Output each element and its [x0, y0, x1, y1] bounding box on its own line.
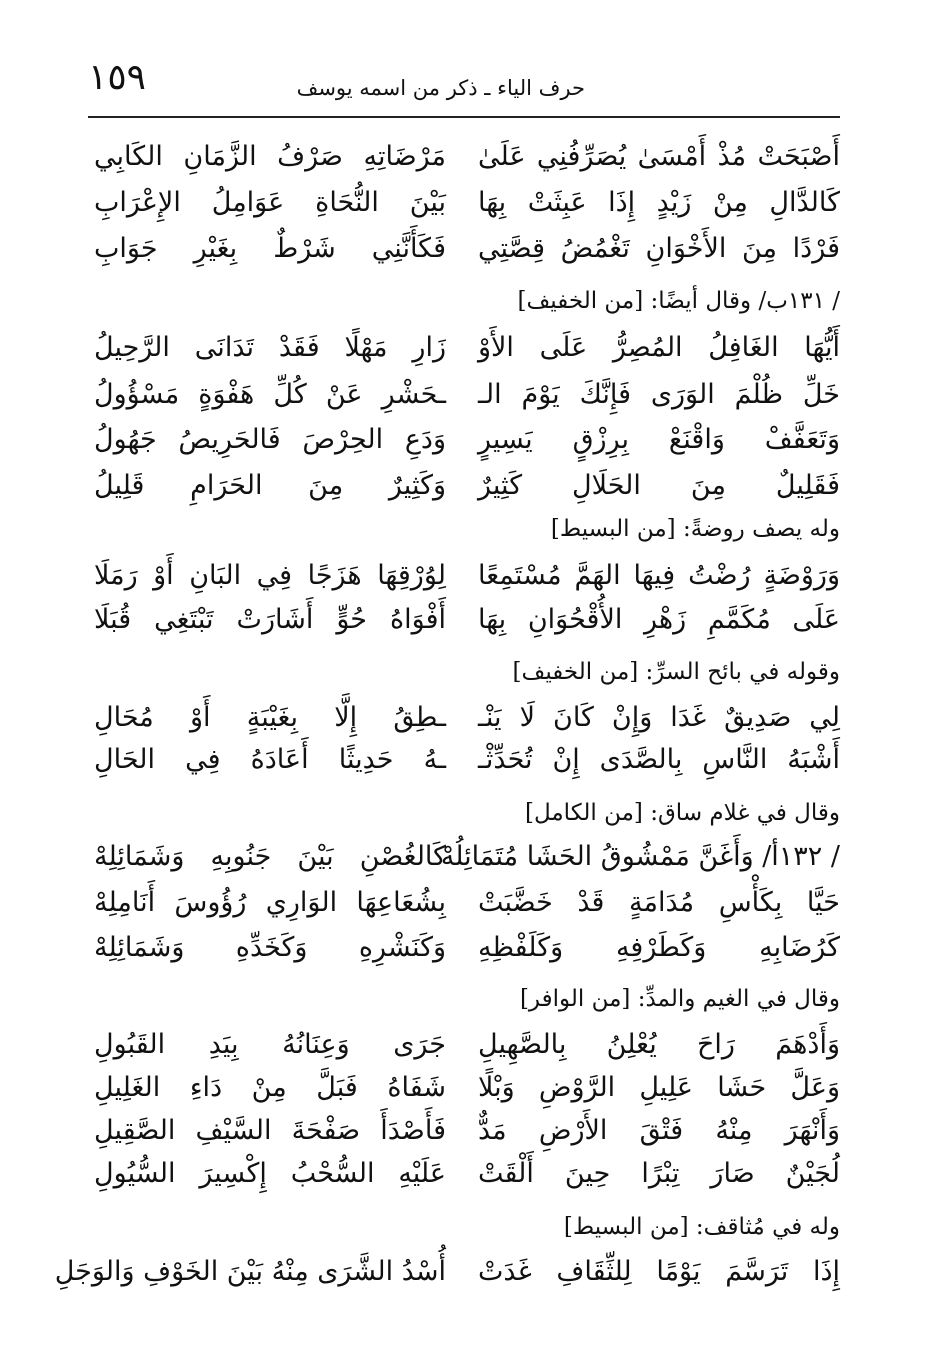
verse-hemistich-right: إِذَا تَرَسَّمَ يَوْمًا لِلثِّقَافِ غَدَتْ — [478, 1256, 840, 1287]
verse-hemistich-left: فَأَصْدَأَ صَفْحَةَ السَّيْفِ الصَّقِيلِ — [94, 1115, 446, 1146]
verse-hemistich-right: / ١٣٢أ/ وَأَغَنَّ مَمْشُوقُ الحَشَا مُتَمَائِلُهْ — [440, 841, 840, 872]
verse-hemistich-left: وَكَثِيرٌ مِنَ الحَرَامِ قَلِيلُ — [94, 470, 446, 501]
verse-hemistich-left: أَفْوَاهُ حُوٍّ أَشَارَتْ تَبْتَغِي قُبَلَا — [94, 604, 446, 635]
poem-heading: / ١٣١ب/ وقال أيضًا: [من الخفيف] — [517, 288, 840, 314]
verse-hemistich-left: فَكَأَنَّنِي شَرْطٌ بِغَيْرِ جَوَابِ — [94, 233, 446, 264]
verse-hemistich-right: أَصْبَحَتْ مُذْ أَمْسَىٰ يُصَرِّفُنِي عَلَىٰ — [478, 141, 840, 172]
header-rule — [88, 116, 840, 118]
verse-hemistich-right: حَيَّا بِكَأْسِ مُدَامَةٍ قَدْ خَضَّبَتْ — [478, 887, 840, 918]
verse-hemistich-right: لُجَيْنٌ صَارَ تِبْرًا حِينَ أَلْقَتْ — [478, 1158, 840, 1189]
verse-hemistich-right: وَرَوْضَةٍ رُضْتُ فِيهَا الهَمَّ مُسْتَمِعًا — [478, 560, 840, 591]
verse-hemistich-right: فَرْدًا مِنَ الأَخْوَانِ تَغْمُضُ قِصَّتِي — [478, 233, 840, 264]
verse-hemistich-right: وَعَلَّ حَشَا عَلِيلِ الرَّوْضِ وَبْلًا — [478, 1072, 840, 1103]
page-number: ١٥٩ — [88, 57, 147, 98]
verse-hemistich-left: جَرَى وَعِنَانُهُ بِيَدِ القَبُولِ — [94, 1029, 446, 1060]
verse-hemistich-left: ـهُ حَدِيثًا أَعَادَهُ فِي الحَالِ — [94, 744, 446, 775]
poem-heading: وقال في غلام ساق: [من الكامل] — [524, 800, 840, 826]
verse-hemistich-left: شَفَاهُ فَبَلَّ مِنْ دَاءِ الغَلِيلِ — [94, 1072, 446, 1103]
verse-hemistich-left: مَرْضَاتِهِ صَرْفُ الزَّمَانِ الكَابِي — [94, 141, 446, 172]
verse-hemistich-left: بِشُعَاعِهَا الوَارِي رُؤُوسَ أَنَامِلِهْ — [94, 887, 446, 918]
verse-hemistich-left: وَكَنَشْرِهِ وَكَخَدِّهِ وَشَمَائِلِهْ — [94, 932, 446, 963]
verse-hemistich-left: وَدَعِ الحِرْصَ فَالحَرِيصُ جَهُولُ — [94, 424, 446, 455]
verse-hemistich-left: ـحَشْرِ عَنْ كُلِّ هَفْوَةٍ مَسْؤُولُ — [94, 379, 446, 410]
verse-hemistich-left: لِوُرْقِهَا هَزَجًا فِي البَانِ أَوْ رَمَلَا — [94, 560, 446, 591]
verse-hemistich-right: لِي صَدِيقٌ غَدَا وَإِنْ كَانَ لَا يَنْـ — [478, 702, 840, 733]
poem-heading: وله في مُثاقف: [من البسيط] — [563, 1214, 840, 1240]
verse-hemistich-right: وَأَدْهَمَ رَاحَ يُعْلِنُ بِالصَّهِيلِ — [478, 1029, 840, 1060]
verse-hemistich-right: فَقَلِيلٌ مِنَ الحَلَالِ كَثِيرٌ — [478, 470, 840, 501]
verse-hemistich-left: ـطِقُ إِلَّا بِغَيْبَةٍ أَوْ مُحَالِ — [94, 702, 446, 733]
verse-hemistich-right: عَلَى مُكَمَّمِ زَهْرِ الأُقْحُوَانِ بِهَا — [478, 604, 840, 635]
verse-hemistich-right: كَالدَّالِ مِنْ زَيْدٍ إِذَا عَبِثَتْ بِهَا — [478, 187, 840, 218]
verse-hemistich-left: كَالغُصْنِ بَيْنَ جَنُوبِهِ وَشَمَائِلِهْ — [94, 841, 446, 872]
poem-heading: وقال في الغيم والمدِّ: [من الوافر] — [519, 986, 840, 1012]
verse-hemistich-right: أَيُّهَا الغَافِلُ المُصِرُّ عَلَى الأَوْ — [478, 332, 840, 363]
verse-hemistich-left: عَلَيْهِ السُّحْبُ إِكْسِيرَ السُّيُولِ — [94, 1158, 446, 1189]
poem-heading: وله يصف روضةً: [من البسيط] — [550, 516, 840, 542]
verse-hemistich-right: خَلِّ ظُلْمَ الوَرَى فَإِنَّكَ يَوْمَ الـ — [478, 379, 840, 410]
verse-hemistich-right: وَأَنْهَرَ مِنْهُ فَتْقَ الأَرْضِ مَدٌّ — [478, 1115, 840, 1146]
running-header: حرف الياء ـ ذكر من اسمه يوسف — [296, 76, 585, 100]
verse-hemistich-left: بَيْنَ النُّحَاةِ عَوَامِلُ الإِعْرَابِ — [94, 187, 446, 218]
verse-hemistich-right: أَشْبَهُ النَّاسِ بِالصَّدَى إِنْ تُحَدِّثْـ — [478, 744, 840, 775]
verse-hemistich-right: كَرُضَابِهِ وَكَطَرْفِهِ وَكَلَفْظِهِ — [478, 932, 840, 963]
poem-heading: وقوله في بائح السرِّ: [من الخفيف] — [512, 659, 840, 685]
verse-hemistich-left: زَارِ مَهْلًا فَقَدْ تَدَانَى الرَّحِيلُ — [94, 332, 446, 363]
verse-hemistich-right: وَتَعَفَّفْ وَاقْنَعْ بِرِزْقٍ يَسِيرٍ — [478, 424, 840, 455]
verse-hemistich-left: أُسْدُ الشَّرَى مِنْهُ بَيْنَ الخَوْفِ وَالوَجَلِ — [54, 1256, 446, 1287]
